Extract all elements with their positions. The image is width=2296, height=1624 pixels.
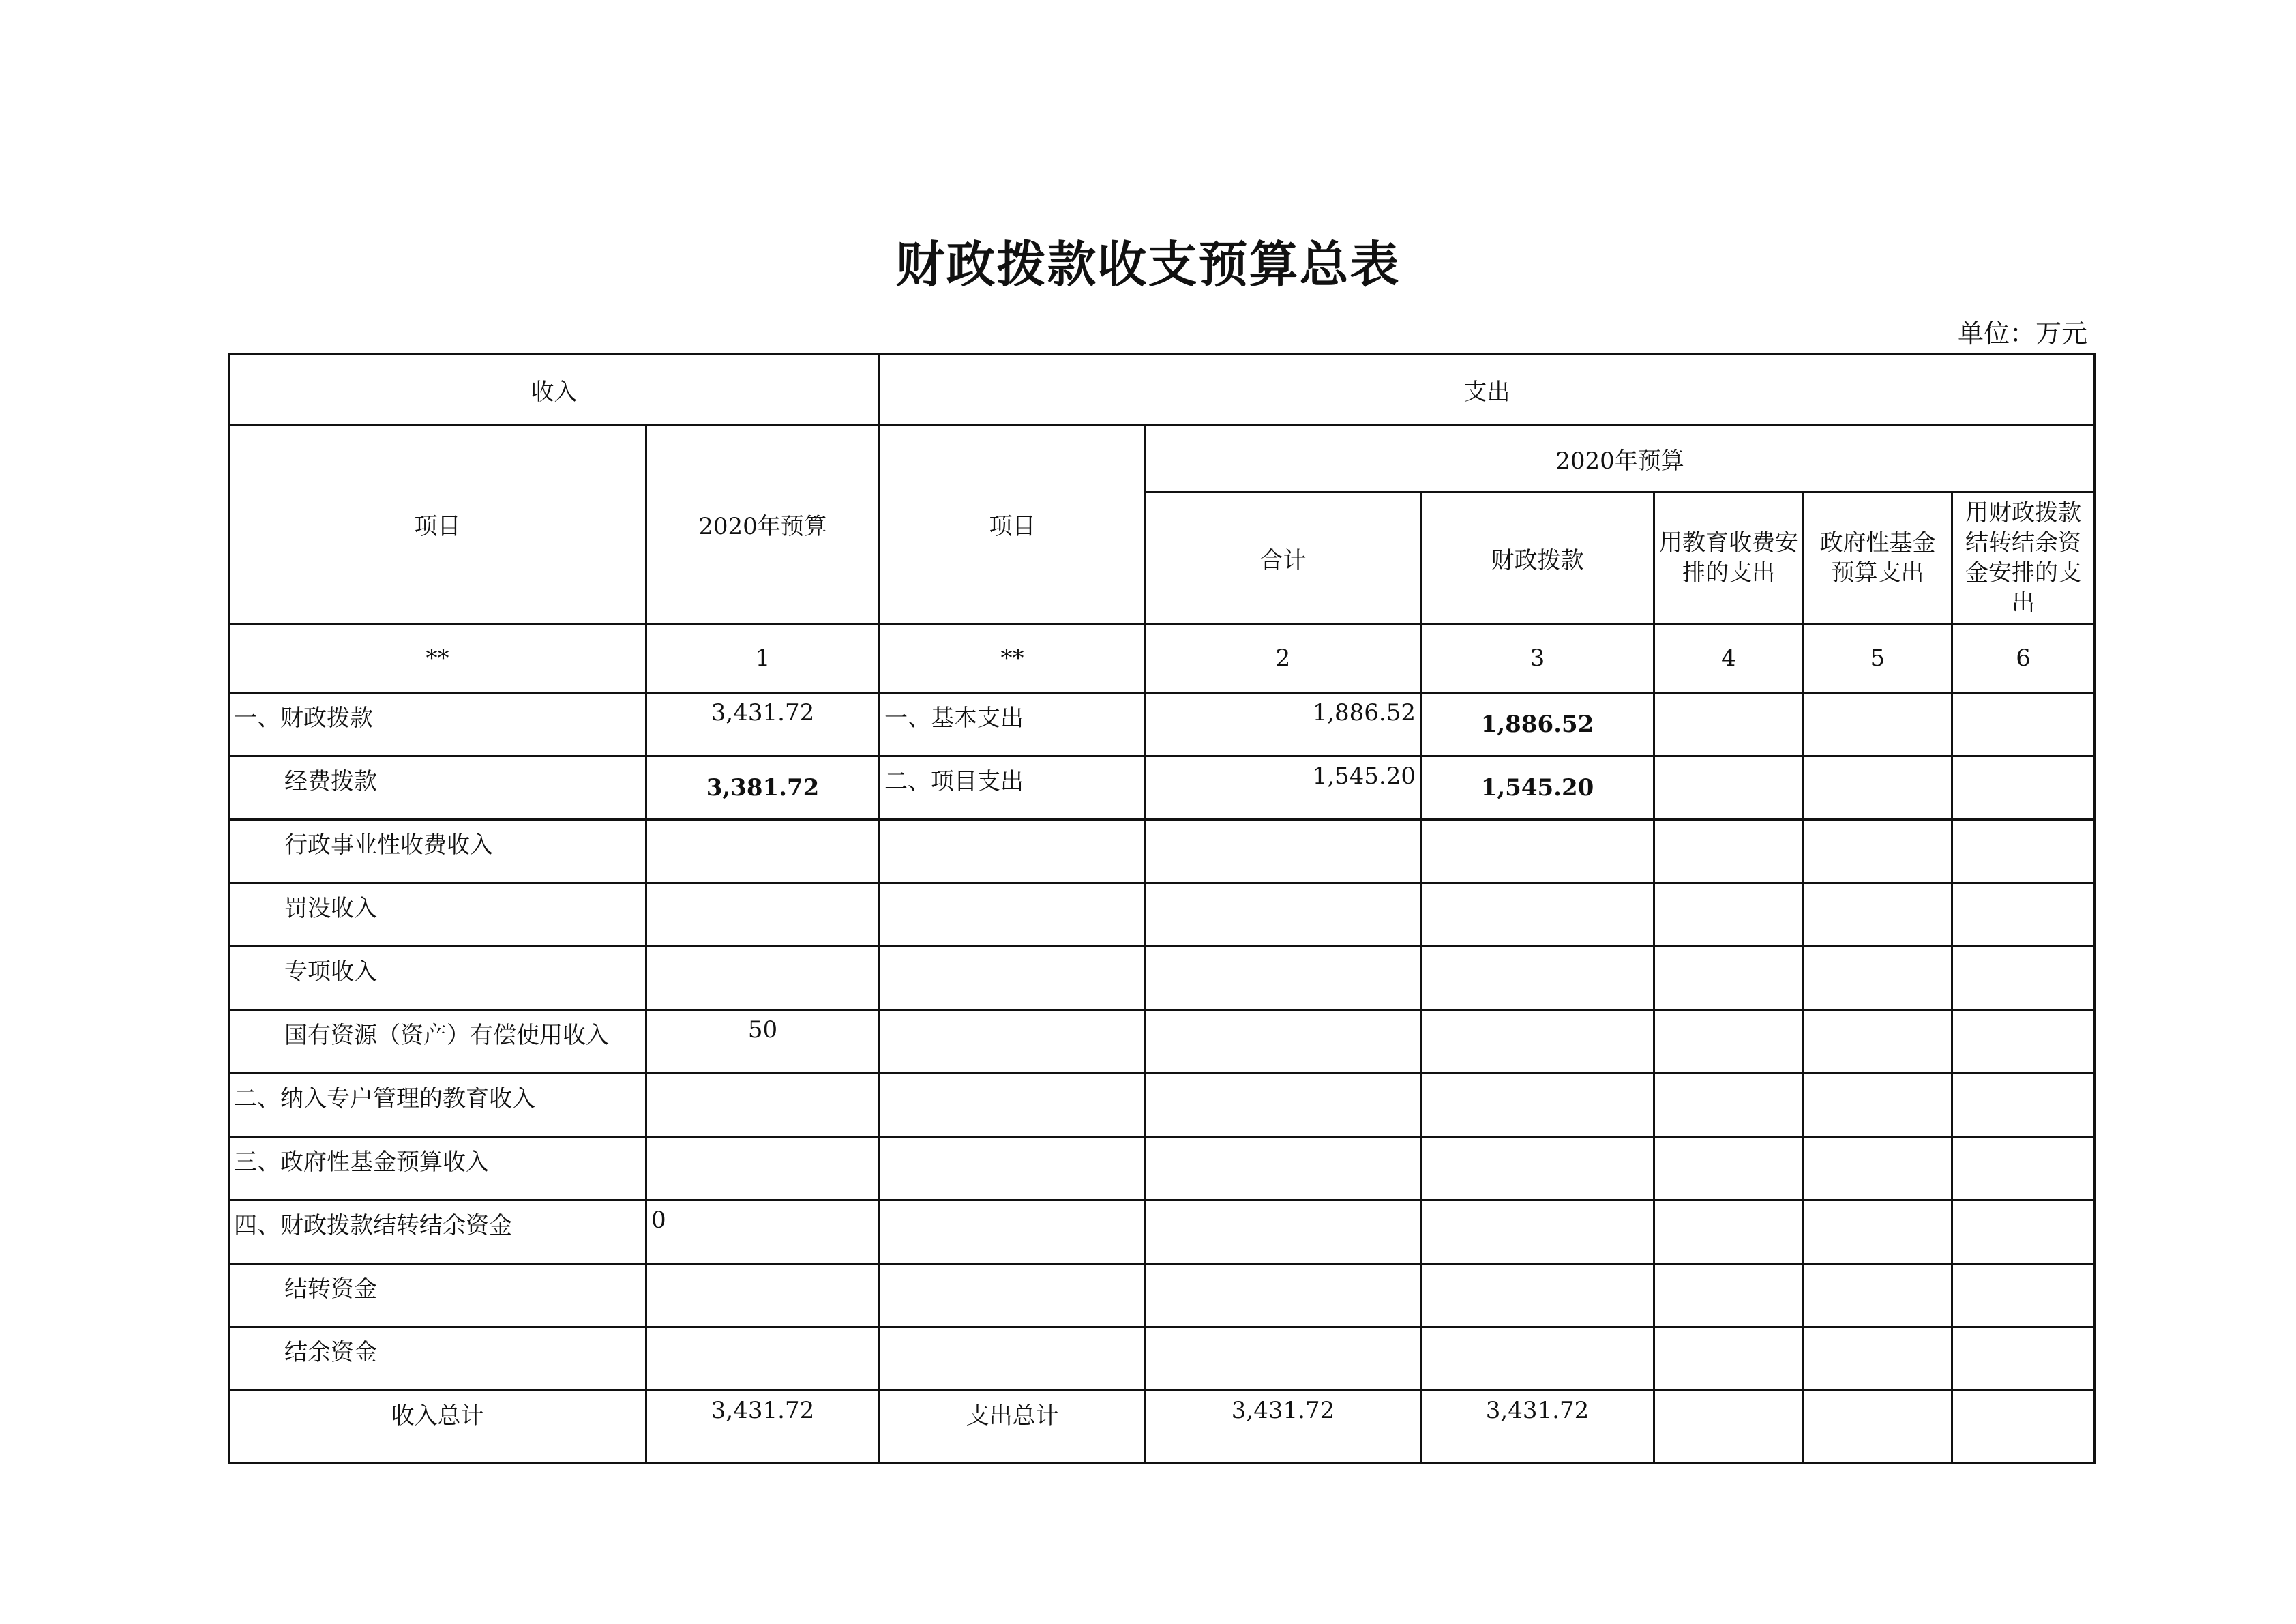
income-item: 结余资金 xyxy=(229,1327,646,1391)
table-row xyxy=(229,756,2095,820)
income-item: 一、财政拨款 xyxy=(229,693,646,756)
income-total-value: 3,431.72 xyxy=(646,1391,880,1464)
col-number: 4 xyxy=(1654,624,1804,693)
income-item: 国有资源（资产）有偿使用收入 xyxy=(229,1010,646,1074)
income-item: 二、纳入专户管理的教育收入 xyxy=(229,1074,646,1137)
header-expense-item: 项目 xyxy=(880,425,1146,624)
expense-item: 二、项目支出 xyxy=(880,756,1146,820)
income-item: 结转资金 xyxy=(229,1264,646,1327)
income-value xyxy=(646,947,880,1010)
income-item: 四、财政拨款结转结余资金 xyxy=(229,1200,646,1264)
table-row xyxy=(229,693,2095,756)
table-row xyxy=(229,1074,2095,1137)
table-row xyxy=(229,947,2095,1010)
income-value xyxy=(646,1137,880,1200)
col-number: 2 xyxy=(1146,624,1421,693)
income-item: 经费拨款 xyxy=(229,756,646,820)
income-value xyxy=(646,1264,880,1327)
income-value xyxy=(646,1074,880,1137)
col-number: 3 xyxy=(1421,624,1654,693)
header-edu-fee: 用教育收费安排的支出 xyxy=(1654,492,1804,624)
col-number: 6 xyxy=(1952,624,2095,693)
header-income-item: 项目 xyxy=(229,425,646,624)
income-value xyxy=(646,820,880,883)
income-value: 3,431.72 xyxy=(646,693,880,756)
expense-total-fiscal: 3,431.72 xyxy=(1421,1391,1654,1464)
expense-fiscal: 1,545.20 xyxy=(1421,756,1654,820)
table-row xyxy=(229,1010,2095,1074)
col-number: ** xyxy=(880,624,1146,693)
expense-fiscal: 1,886.52 xyxy=(1421,693,1654,756)
income-item: 三、政府性基金预算收入 xyxy=(229,1137,646,1200)
table-row xyxy=(229,883,2095,947)
table-row xyxy=(229,820,2095,883)
income-value: 0 xyxy=(646,1200,880,1264)
income-value xyxy=(646,1327,880,1391)
table-row xyxy=(229,1200,2095,1264)
income-value xyxy=(646,883,880,947)
totals-row xyxy=(229,1391,2095,1464)
col-number: ** xyxy=(229,624,646,693)
table-row xyxy=(229,1327,2095,1391)
header-total: 合计 xyxy=(1146,492,1421,624)
table-row xyxy=(229,1137,2095,1200)
header-gov-fund: 政府性基金预算支出 xyxy=(1804,492,1952,624)
expense-total-label: 支出总计 xyxy=(880,1391,1146,1464)
budget-table xyxy=(228,353,2096,1464)
expense-total-sum: 3,431.72 xyxy=(1146,1391,1421,1464)
income-value: 50 xyxy=(646,1010,880,1074)
header-income: 收入 xyxy=(229,355,880,425)
expense-total: 1,886.52 xyxy=(1146,693,1421,756)
header-expense: 支出 xyxy=(880,355,2095,425)
expense-total: 1,545.20 xyxy=(1146,756,1421,820)
income-item: 行政事业性收费收入 xyxy=(229,820,646,883)
col-number: 1 xyxy=(646,624,880,693)
page-title: 财政拨款收支预算总表 xyxy=(895,235,1401,293)
income-total-label: 收入总计 xyxy=(229,1391,646,1464)
table-row xyxy=(229,1264,2095,1327)
col-number: 5 xyxy=(1804,624,1952,693)
unit-label: 单位：万元 xyxy=(1957,319,2087,349)
header-carry: 用财政拨款结转结余资金安排的支出 xyxy=(1952,492,2095,624)
header-expense-budget: 2020年预算 xyxy=(1146,425,2095,492)
header-income-budget: 2020年预算 xyxy=(646,425,880,624)
income-item: 专项收入 xyxy=(229,947,646,1010)
header-fiscal: 财政拨款 xyxy=(1421,492,1654,624)
income-value: 3,381.72 xyxy=(646,756,880,820)
expense-item: 一、基本支出 xyxy=(880,693,1146,756)
income-item: 罚没收入 xyxy=(229,883,646,947)
